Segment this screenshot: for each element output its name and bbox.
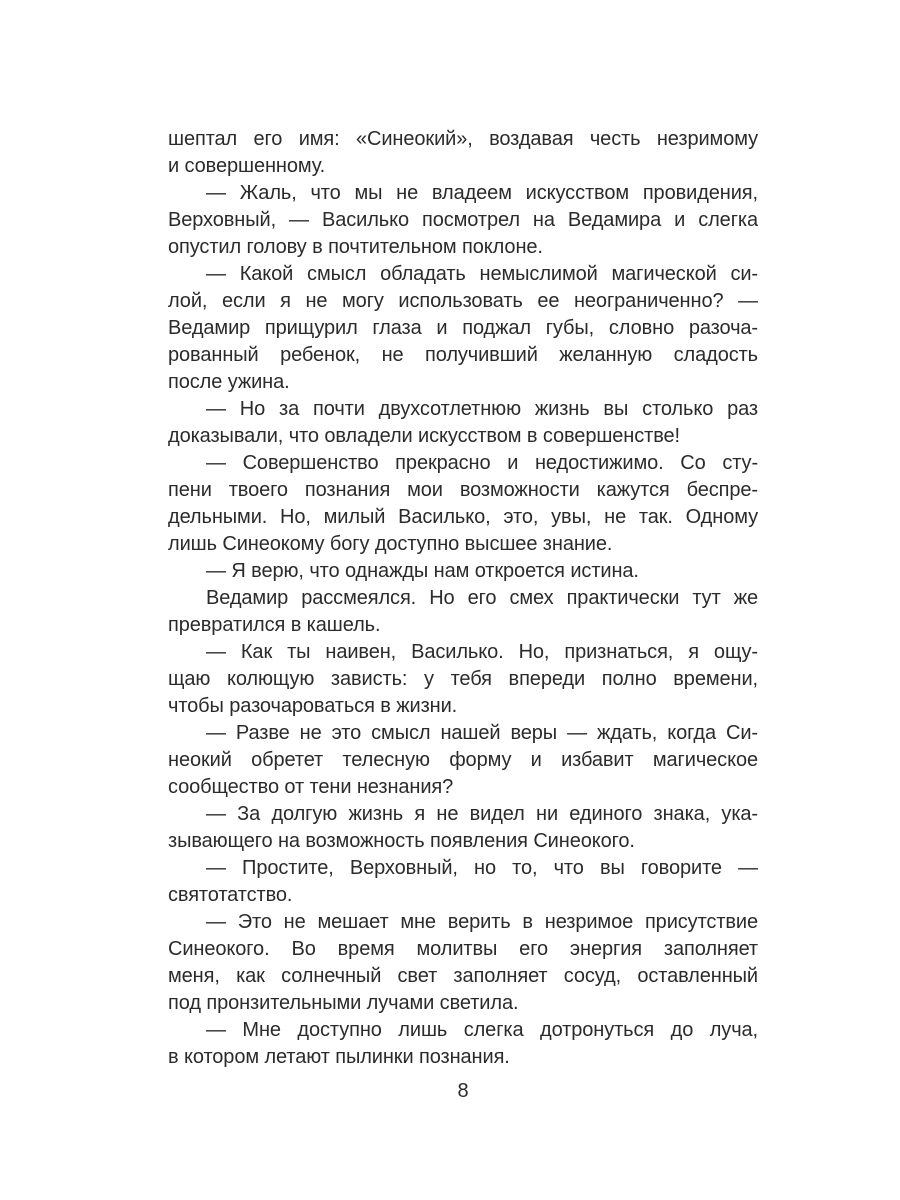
text-line: — Разве не это смысл нашей веры — ждать, когда Си-: [206, 722, 758, 744]
text-line: щаю колющую зависть: у тебя впереди полно времени,: [168, 668, 758, 690]
text-line: лой, если я не могу использовать ее неограниченно? —: [168, 290, 758, 312]
text-line: — Это не мешает мне верить в незримое присутствие: [206, 911, 758, 933]
paragraph: [168, 585, 758, 639]
text-line: святотатство.: [168, 884, 293, 906]
text-line: превратился в кашель.: [168, 614, 381, 636]
text-line: — За долгую жизнь я не видел ни единого знака, ука-: [206, 803, 758, 825]
text-line: шептал его имя: «Синеокий», воздавая честь незримому: [168, 128, 758, 150]
text-line: под пронзительными лучами светила.: [168, 992, 519, 1014]
text-line: — Я верю, что однажды нам откроется истина.: [206, 560, 639, 582]
text-line: Синеокого. Во время молитвы его энергия заполняет: [168, 938, 758, 960]
paragraph: [168, 396, 758, 450]
text-line: и совершенному.: [168, 155, 326, 177]
text-line: — Какой смысл обладать немыслимой магической си-: [206, 263, 758, 285]
paragraph: [168, 450, 758, 558]
paragraph: [168, 261, 758, 396]
paragraph: [168, 639, 758, 720]
paragraph: [168, 909, 758, 1017]
text-line: зывающего на возможность появления Синеокого.: [168, 830, 635, 852]
text-line: Ведамир рассмеялся. Но его смех практически тут же: [206, 587, 758, 609]
paragraph: [168, 126, 758, 180]
text-line: меня, как солнечный свет заполняет сосуд, оставленный: [168, 965, 758, 987]
text-line: — Жаль, что мы не владеем искусством провидения,: [206, 182, 758, 204]
paragraph: [168, 180, 758, 261]
text-line: — Простите, Верховный, но то, что вы говорите —: [206, 857, 758, 879]
text-line: сообщество от тени незнания?: [168, 776, 454, 798]
text-line: — Совершенство прекрасно и недостижимо. Со сту-: [206, 452, 758, 474]
text-line: опустил голову в почтительном поклоне.: [168, 236, 543, 258]
text-line: доказывали, что овладели искусством в совершенстве!: [168, 425, 680, 447]
text-line: пени твоего познания мои возможности кажутся беспре-: [168, 479, 758, 501]
paragraph: [168, 720, 758, 801]
paragraph: [168, 801, 758, 855]
text-line: — Мне доступно лишь слегка дотронуться до луча,: [206, 1019, 758, 1041]
text-line: неокий обретет телесную форму и избавит магическое: [168, 749, 758, 771]
text-line: после ужина.: [168, 371, 290, 393]
paragraph: [168, 558, 758, 585]
text-line: Ведамир прищурил глаза и поджал губы, словно разоча-: [168, 317, 758, 339]
paragraph: [168, 855, 758, 909]
text-line: рованный ребенок, не получивший желанную сладость: [168, 344, 758, 366]
paragraph: [168, 1017, 758, 1071]
text-line: лишь Синеокому богу доступно высшее знание.: [168, 533, 613, 555]
text-line: в котором летают пылинки познания.: [168, 1046, 510, 1068]
text-line: Верховный, — Василько посмотрел на Ведамира и слегка: [168, 209, 758, 231]
text-line: — Но за почти двухсотлетнюю жизнь вы столько раз: [206, 398, 758, 420]
page-number: 8: [457, 1080, 469, 1102]
text-line: чтобы разочароваться в жизни.: [168, 695, 458, 717]
page-text: [168, 126, 758, 1071]
text-line: дельными. Но, милый Василько, это, увы, не так. Одному: [168, 506, 758, 528]
text-line: — Как ты наивен, Василько. Но, признаться, я ощу-: [206, 641, 758, 663]
